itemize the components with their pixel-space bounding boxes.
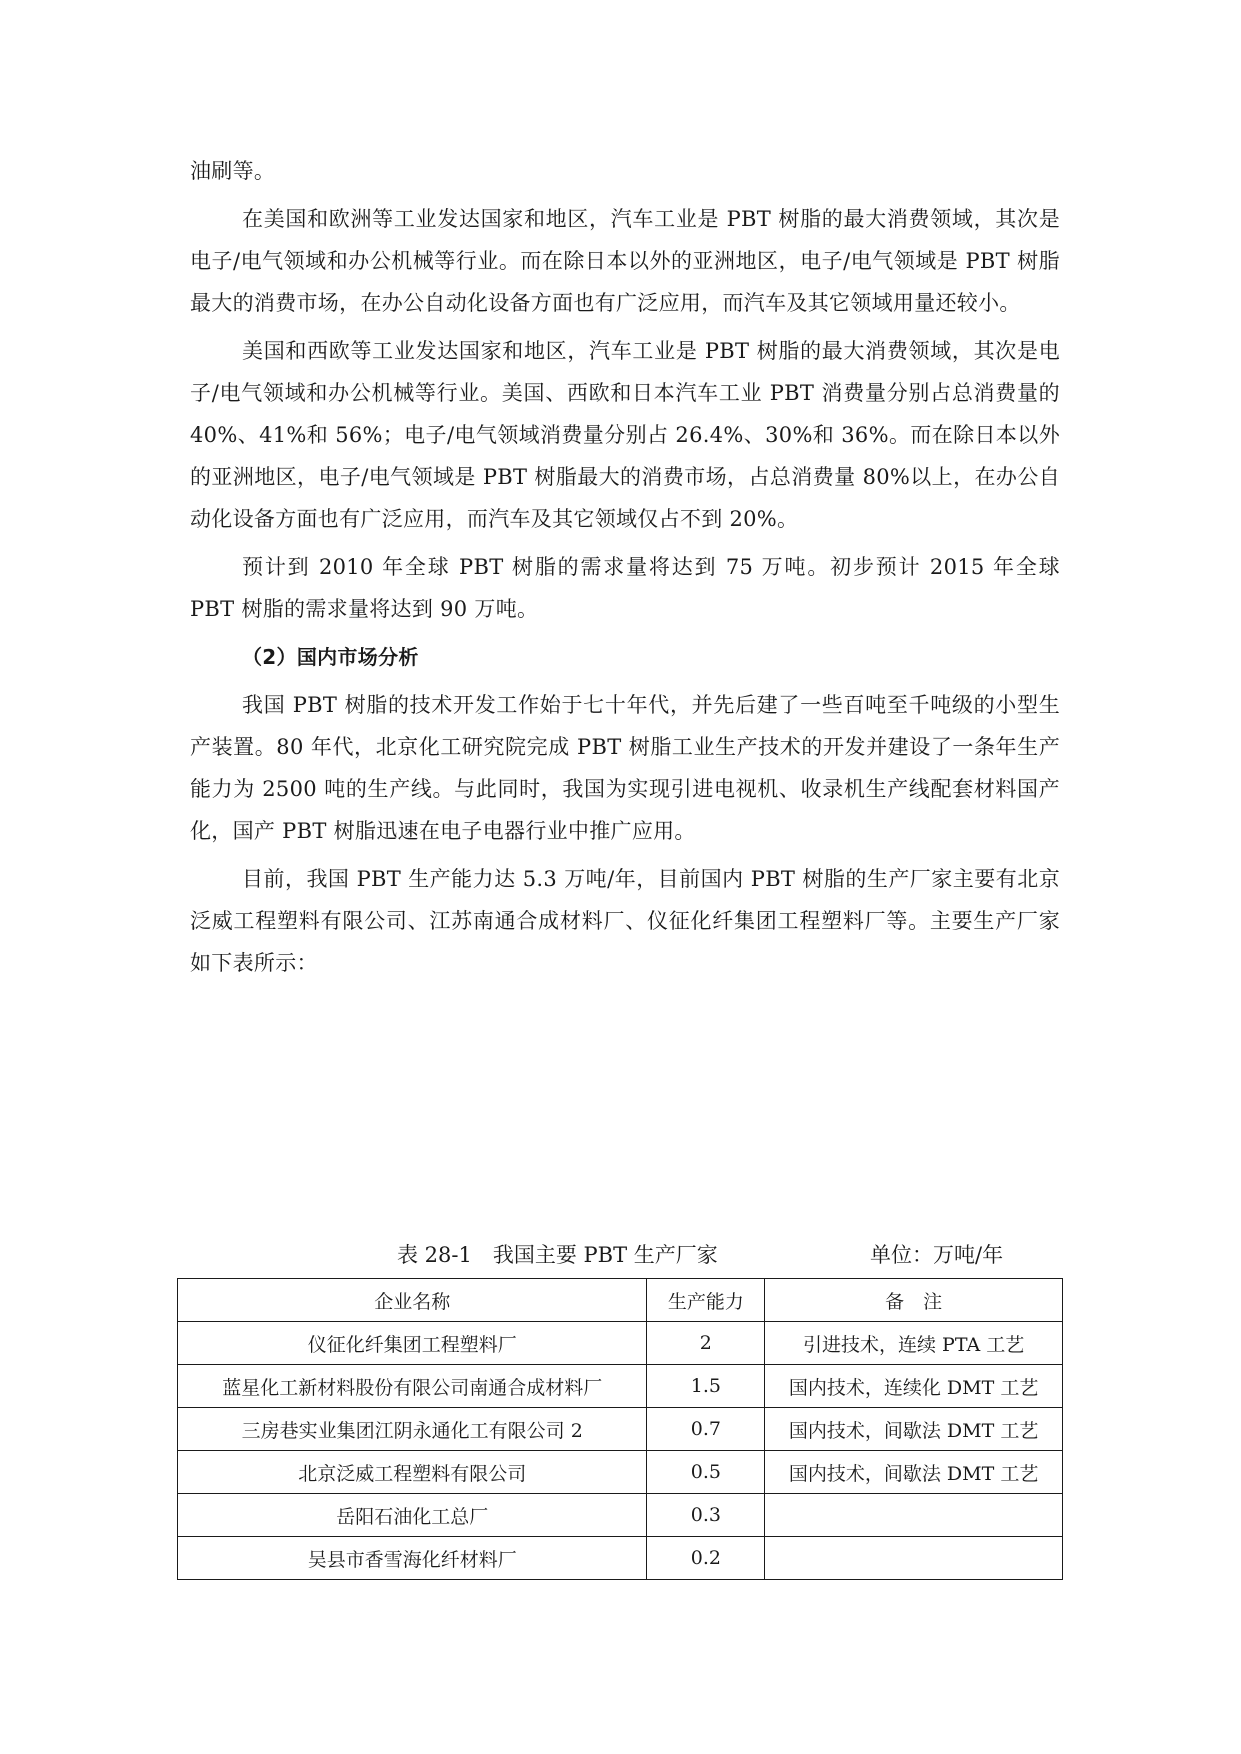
cell-remark: 引进技术，连续 PTA 工艺	[765, 1322, 1063, 1365]
cell-remark	[765, 1494, 1063, 1537]
cell-remark: 国内技术，连续化 DMT 工艺	[765, 1365, 1063, 1408]
paragraph: 预计到 2010 年全球 PBT 树脂的需求量将达到 75 万吨。初步预计 2015 年全球 PBT 树脂的需求量将达到 90 万吨。	[190, 555, 1060, 621]
cell-remark	[765, 1537, 1063, 1580]
cell-company: 岳阳石油化工总厂	[178, 1494, 647, 1537]
table-row	[178, 1494, 1063, 1537]
table-row	[178, 1322, 1063, 1365]
cell-company: 三房巷实业集团江阴永通化工有限公司 2	[178, 1408, 647, 1451]
header-capacity: 生产能力	[647, 1279, 765, 1322]
cell-company: 仪征化纤集团工程塑料厂	[178, 1322, 647, 1365]
section-heading: （2）国内市场分析	[242, 645, 419, 669]
cell-company: 吴县市香雪海化纤材料厂	[178, 1537, 647, 1580]
factory-table	[177, 1278, 1063, 1580]
paragraph: 美国和西欧等工业发达国家和地区，汽车工业是 PBT 树脂的最大消费领域，其次是电子/电气领域和办公机械等行业。美国、西欧和日本汽车工业 PBT 消费量分别占总消费量的 40%、41%和 56%；电子/电气领域消费量分别占 26.4%、30%和 36%。而在除日本以外的亚洲地区，电子/电气领域是 PBT 树脂最大的消费市场，占总消费量 80%以上，在办公自动化设备方面也有广泛应用，而汽车及其它领域仅占不到 20%。	[190, 339, 1060, 531]
cell-capacity: 0.5	[647, 1451, 765, 1494]
cell-capacity: 0.2	[647, 1537, 765, 1580]
cell-capacity: 1.5	[647, 1365, 765, 1408]
table-row	[178, 1408, 1063, 1451]
cell-remark: 国内技术，间歇法 DMT 工艺	[765, 1408, 1063, 1451]
paragraph: 油刷等。	[190, 159, 276, 183]
cell-remark: 国内技术，间歇法 DMT 工艺	[765, 1451, 1063, 1494]
cell-capacity: 2	[647, 1322, 765, 1365]
cell-company: 北京泛威工程塑料有限公司	[178, 1451, 647, 1494]
body-text	[190, 150, 1060, 990]
paragraph: 在美国和欧洲等工业发达国家和地区，汽车工业是 PBT 树脂的最大消费领域，其次是电子/电气领域和办公机械等行业。而在除日本以外的亚洲地区，电子/电气领域是 PBT 树脂最大的消费市场，在办公自动化设备方面也有广泛应用，而汽车及其它领域用量还较小。	[190, 207, 1060, 315]
header-remark: 备 注	[765, 1279, 1063, 1322]
table-row	[178, 1365, 1063, 1408]
table-row	[178, 1537, 1063, 1580]
cell-company: 蓝星化工新材料股份有限公司南通合成材料厂	[178, 1365, 647, 1408]
table-row	[178, 1451, 1063, 1494]
cell-capacity: 0.3	[647, 1494, 765, 1537]
cell-capacity: 0.7	[647, 1408, 765, 1451]
table-caption	[190, 1240, 1060, 1270]
header-company: 企业名称	[178, 1279, 647, 1322]
table-header-row	[178, 1279, 1063, 1322]
paragraph: 我国 PBT 树脂的技术开发工作始于七十年代，并先后建了一些百吨至千吨级的小型生产装置。80 年代，北京化工研究院完成 PBT 树脂工业生产技术的开发并建设了一条年生产能力为 2500 吨的生产线。与此同时，我国为实现引进电视机、收录机生产线配套材料国产化，国产 PBT 树脂迅速在电子电器行业中推广应用。	[190, 693, 1060, 843]
table-unit: 单位：万吨/年	[870, 1243, 1004, 1267]
table-title: 表 28-1 我国主要 PBT 生产厂家	[397, 1243, 718, 1267]
paragraph: 目前，我国 PBT 生产能力达 5.3 万吨/年，目前国内 PBT 树脂的生产厂家主要有北京泛威工程塑料有限公司、江苏南通合成材料厂、仪征化纤集团工程塑料厂等。主要生产厂家如下表所示：	[190, 867, 1060, 975]
